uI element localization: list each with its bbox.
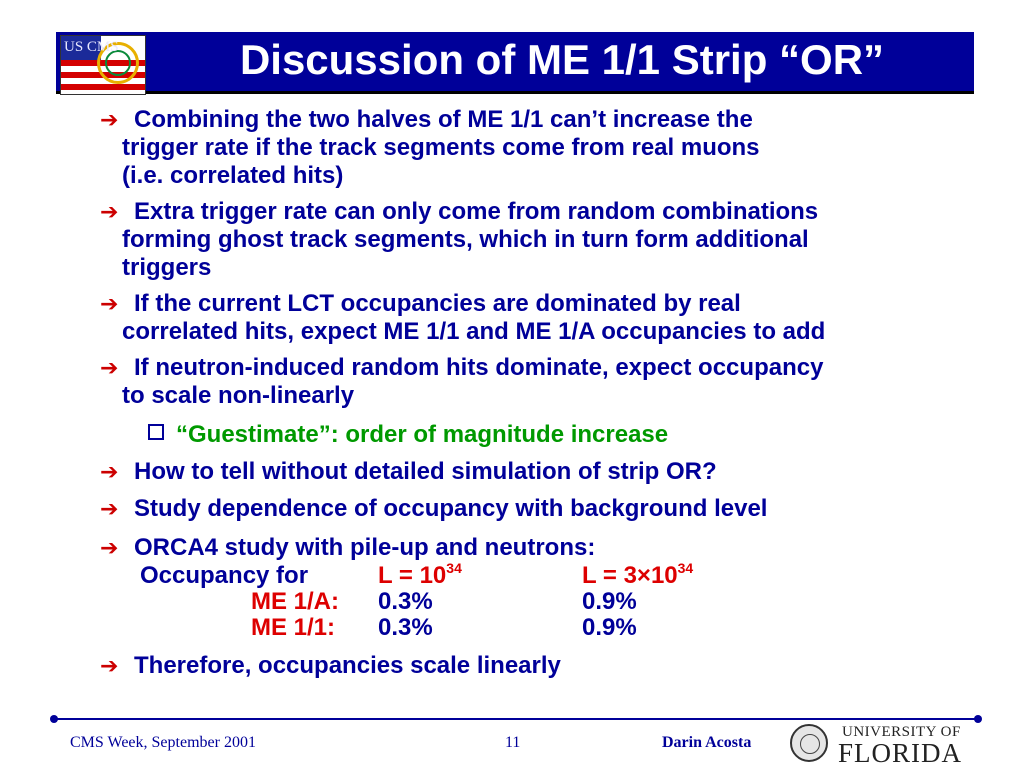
- bullet-line: How to tell without detailed simulation of strip OR?: [134, 458, 717, 485]
- bullet-2: [100, 198, 980, 282]
- footer-author: Darin Acosta: [662, 734, 752, 751]
- occupancy-value: 0.3%: [378, 588, 433, 615]
- bullet-4: [100, 354, 980, 410]
- bullet-line: triggers: [122, 254, 212, 281]
- occupancy-label: Occupancy for: [140, 562, 309, 589]
- right-arrow-icon: ➔: [100, 107, 119, 132]
- bullet-line: Combining the two halves of ME 1/1 can’t increase the: [134, 106, 753, 133]
- bullet-line: to scale non-linearly: [122, 382, 355, 409]
- university-seal-icon: [790, 724, 828, 762]
- right-arrow-icon: ➔: [100, 355, 119, 380]
- occupancy-value: 0.9%: [582, 614, 637, 641]
- page-number: 11: [505, 734, 521, 751]
- bullet-line: If the current LCT occupancies are dominated by real: [134, 290, 741, 317]
- occupancy-value: 0.3%: [378, 614, 433, 641]
- bullet-line: correlated hits, expect ME 1/1 and ME 1/A occupancies to add: [122, 318, 826, 345]
- bullet-line: Study dependence of occupancy with background level: [134, 495, 768, 522]
- bullet-line: (i.e. correlated hits): [122, 162, 344, 189]
- bullet-5: [100, 458, 980, 486]
- bullet-3: [100, 290, 980, 346]
- bullet-6: [100, 495, 980, 523]
- bullet-7: [100, 534, 980, 562]
- occupancy-col1-header: $L = 10^{34}$: [378, 560, 462, 589]
- uscms-logo: [60, 35, 146, 95]
- bullet-line: forming ghost track segments, which in turn form additional: [122, 226, 809, 253]
- bullet-line: Therefore, occupancies scale linearly: [134, 652, 561, 679]
- subbullet-text: “Guestimate”: order of magnitude increase: [176, 421, 669, 448]
- occupancy-value: 0.9%: [582, 588, 637, 615]
- bullet-8: [100, 652, 980, 680]
- occupancy-row-name: ME 1/A:: [251, 588, 340, 615]
- right-arrow-icon: ➔: [100, 291, 119, 316]
- logo-text: US CMS: [64, 39, 119, 55]
- occupancy-col2-header: $L = 3\times 10^{34}$: [582, 560, 694, 589]
- footer-event: CMS Week, September 2001: [70, 734, 256, 751]
- right-arrow-icon: ➔: [100, 496, 119, 521]
- slide-title: Discussion of ME 1/1 Strip “OR”: [239, 36, 885, 83]
- right-arrow-icon: ➔: [100, 459, 119, 484]
- right-arrow-icon: ➔: [100, 199, 119, 224]
- university-name-line2: FLORIDA: [838, 738, 963, 768]
- bullet-line: ORCA4 study with pile-up and neutrons:: [134, 534, 596, 561]
- university-name-line1: UNIVERSITY OF: [842, 724, 961, 740]
- bullet-line: trigger rate if the track segments come from real muons: [122, 134, 760, 161]
- bullet-line: If neutron-induced random hits dominate, expect occupancy: [134, 354, 824, 381]
- occupancy-row-name: ME 1/1:: [251, 614, 336, 641]
- bullet-1: [100, 106, 980, 190]
- right-arrow-icon: ➔: [100, 535, 119, 560]
- hollow-square-icon: [148, 424, 164, 440]
- bullet-line: Extra trigger rate can only come from random combinations: [134, 198, 819, 225]
- footer-divider: [56, 718, 976, 720]
- subbullet-guestimate: [148, 421, 668, 449]
- right-arrow-icon: ➔: [100, 653, 119, 678]
